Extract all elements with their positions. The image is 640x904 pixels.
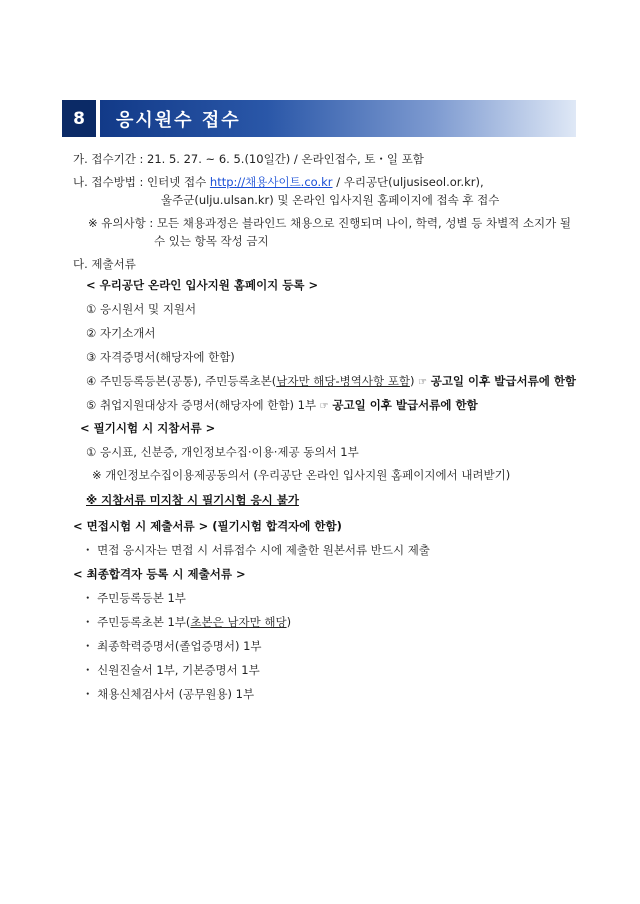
- application-method-line2: 울주군(ulju.ulsan.kr) 및 온라인 입사지원 홈페이지에 접속 후 접수: [161, 193, 500, 207]
- application-method-prefix: 나. 접수방법 : 인터넷 접수: [73, 175, 210, 189]
- written-item-1: ① 응시표, 신분증, 개인정보수집·이용·제공 동의서 1부: [86, 445, 359, 459]
- online-item-2: ② 자기소개서: [86, 326, 156, 340]
- online-item-3: ③ 자격증명서(해당자에 한함): [86, 350, 235, 364]
- interview-item-1: ・ 면접 응시자는 면접 시 서류접수 시에 제출한 원본서류 반드시 제출: [82, 543, 430, 557]
- notice-line1: ※ 유의사항 : 모든 채용과정은 블라인드 채용으로 진행되며 나이, 학력, 성별 등 차별적 소지가 될: [88, 216, 572, 230]
- online-heading: < 우리공단 온라인 입사지원 홈페이지 등록 >: [86, 278, 319, 292]
- final-heading: < 최종합격자 등록 시 제출서류 >: [73, 567, 246, 581]
- final-item-2-text: ・ 주민등록초본 1부(: [82, 615, 191, 629]
- final-item-2-close: ): [286, 615, 292, 629]
- online-item-5: [86, 397, 478, 415]
- final-item-4: ・ 신원진술서 1부, 기본증명서 1부: [82, 663, 260, 677]
- section-title: 응시원수 접수: [100, 100, 576, 137]
- notice-line2: 수 있는 항목 작성 금지: [154, 234, 269, 248]
- application-method: [73, 174, 484, 190]
- pointing-hand-icon: ☞: [418, 377, 428, 388]
- application-method-suffix: / 우리공단(uljusiseol.or.kr),: [332, 175, 484, 189]
- online-item-5-note: 공고일 이후 발급서류에 한함: [332, 398, 478, 412]
- online-item-4-text: ④ 주민등록등본(공통), 주민등록초본(: [86, 374, 277, 388]
- section-header: [62, 100, 576, 137]
- documents-title: 다. 제출서류: [73, 257, 136, 271]
- written-note: ※ 개인정보수집이용제공동의서 (우리공단 온라인 입사지원 홈페이지에서 내려받기): [92, 468, 511, 482]
- final-item-2-underlined: 초본은 남자만 해당: [190, 615, 287, 629]
- application-period: 가. 접수기간 : 21. 5. 27. ~ 6. 5.(10일간) / 온라인접수, 토・일 포함: [73, 152, 424, 166]
- online-item-4-close: ): [409, 374, 415, 388]
- interview-heading: < 면접시험 시 제출서류 > (필기시험 합격자에 한함): [73, 519, 342, 533]
- recruit-site-link[interactable]: http://채용사이트.co.kr: [209, 175, 333, 189]
- final-item-3: ・ 최종학력증명서(졸업증명서) 1부: [82, 639, 262, 653]
- online-item-4: [86, 373, 576, 391]
- pointing-hand-icon: ☞: [319, 401, 329, 412]
- written-warning: ※ 지참서류 미지참 시 필기시험 응시 불가: [86, 493, 299, 507]
- final-item-1: ・ 주민등록등본 1부: [82, 591, 186, 605]
- written-heading: < 필기시험 시 지참서류 >: [80, 421, 216, 435]
- online-item-1: ① 응시원서 및 지원서: [86, 302, 197, 316]
- online-item-5-text: ⑤ 취업지원대상자 증명서(해당자에 한함) 1부: [86, 398, 317, 412]
- section-number: 8: [62, 100, 96, 137]
- final-item-5: ・ 채용신체검사서 (공무원용) 1부: [82, 687, 255, 701]
- online-item-4-note: 공고일 이후 발급서류에 한함: [430, 374, 577, 388]
- final-item-2: [82, 614, 291, 630]
- online-item-4-underlined: 남자만 해당-병역사항 포함: [276, 374, 410, 388]
